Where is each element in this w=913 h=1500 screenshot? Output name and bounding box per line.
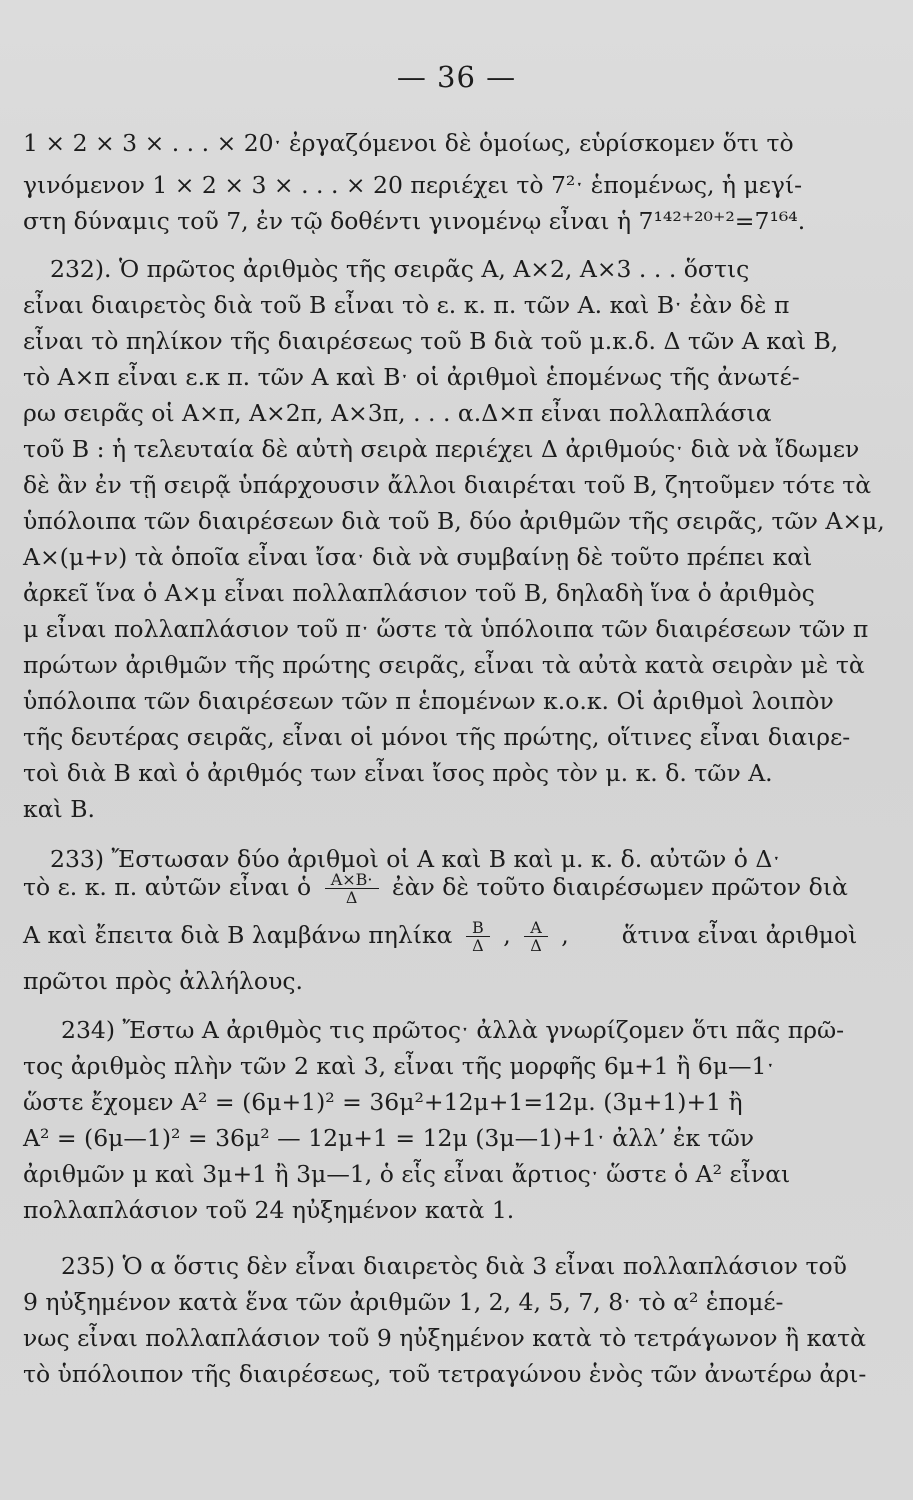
text-line: Α² = (6μ—1)² = 36μ² — 12μ+1 = 12μ (3μ—1)+1ˑ ἀλλʼ ἐκ τῶν xyxy=(23,1124,755,1152)
quotient-fraction-a-numerator: Α xyxy=(524,919,548,937)
text-line: μ εἶναι πολλαπλάσιον τοῦ πˑ ὥστε τὰ ὑπόλοιπα τῶν διαιρέσεων τῶν π xyxy=(23,615,869,643)
eq-text-before: τὸ ε. κ. π. αὐτῶν εἶναι ὁ xyxy=(23,873,312,901)
quotient-fraction-a-denominator: Δ xyxy=(530,936,542,955)
text-line: εἶναι διαιρετὸς διὰ τοῦ Β εἶναι τὸ ε. κ. π. τῶν Α. καὶ Βˑ ἐὰν δὲ π xyxy=(23,291,790,319)
text-line: τος ἀριθμὸς πλὴν τῶν 2 καὶ 3, εἶναι τῆς μορφῆς 6μ+1 ἢ 6μ—1ˑ xyxy=(23,1052,775,1080)
lcm-fraction-denominator: Δ xyxy=(345,888,358,907)
quotient-separator-2: , xyxy=(561,921,569,949)
fraction-line-quotients xyxy=(23,910,857,960)
text-line: ὥστε ἔχομεν Α² = (6μ+1)² = 36μ²+12μ+1=12μ. (3μ+1)+1 ἢ xyxy=(23,1088,743,1116)
text-line: ὑπόλοιπα τῶν διαιρέσεων διὰ τοῦ Β, δύο ἀριθμῶν τῆς σειρᾶς, τῶν Α×μ, xyxy=(23,507,885,535)
text-line: πρώτων ἀριθμῶν τῆς πρώτης σειρᾶς, εἶναι τὰ αὐτὰ κατὰ σειρὰν μὲ τὰ xyxy=(23,651,865,679)
text-line: τοὶ διὰ Β καὶ ὁ ἀριθμός των εἶναι ἴσος πρὸς τὸν μ. κ. δ. τῶν Α. xyxy=(23,759,773,787)
paragraph-232-start: 232). Ὁ πρῶτος ἀριθμὸς τῆς σειρᾶς Α, Α×2, Α×3 . . . ὅστις xyxy=(50,255,750,283)
text-line: νως εἶναι πολλαπλάσιον τοῦ 9 ηὐξημένον κατὰ τὸ τετράγωνον ἢ κατὰ xyxy=(23,1324,867,1352)
paragraph-235-start: 235) Ὁ α ὅστις δὲν εἶναι διαιρετὸς διὰ 3 εἶναι πολλαπλάσιον τοῦ xyxy=(61,1252,847,1280)
text-line: γινόμενον 1 × 2 × 3 × . . . × 20 περιέχει τὸ 7²ˑ ἑπομένως, ἡ μεγί- xyxy=(23,171,803,199)
text-line: στη δύναμις τοῦ 7, ἐν τῷ δοθέντι γινομένῳ εἶναι ἡ 7¹⁴²⁺²⁰⁺²=7¹⁶⁴. xyxy=(23,207,806,235)
quotient-separator: , xyxy=(503,921,511,949)
quotient-text-after: ἅτινα εἶναι ἀριθμοὶ xyxy=(621,921,858,949)
text-line: 9 ηὐξημένον κατὰ ἕνα τῶν ἀριθμῶν 1, 2, 4, 5, 7, 8ˑ τὸ α² ἑπομέ- xyxy=(23,1288,784,1316)
quotient-fraction-b-numerator: Β xyxy=(466,919,490,937)
text-line: πολλαπλάσιον τοῦ 24 ηὐξημένον κατὰ 1. xyxy=(23,1196,515,1224)
text-line: ἀρκεῖ ἵνα ὁ Α×μ εἶναι πολλαπλάσιον τοῦ Β, δηλαδὴ ἵνα ὁ ἀριθμὸς xyxy=(23,579,815,607)
quotient-fraction-b-denominator: Δ xyxy=(472,936,484,955)
quotient-text-before: Α καὶ ἔπειτα διὰ Β λαμβάνω πηλίκα xyxy=(23,921,453,949)
text-line: ρω σειρᾶς οἱ Α×π, Α×2π, Α×3π, . . . α.Δ×π εἶναι πολλαπλάσια xyxy=(23,399,772,427)
lcm-fraction-numerator: Α×Β xyxy=(330,870,368,889)
text-line: Α×(μ+ν) τὰ ὁποῖα εἶναι ἴσαˑ διὰ νὰ συμβαίνῃ δὲ τοῦτο πρέπει καὶ xyxy=(23,543,813,571)
text-line: τοῦ Β : ἡ τελευταία δὲ αὐτὴ σειρὰ περιέχει Δ ἀριθμούςˑ διὰ νὰ ἴδωμεν xyxy=(23,435,860,463)
eq-text-after: ἐὰν δὲ τοῦτο διαιρέσωμεν πρῶτον διὰ xyxy=(391,873,848,901)
paragraph-233-start: 233) Ἔστωσαν δύο ἀριθμοὶ οἱ Α καὶ Β καὶ μ. κ. δ. αὐτῶν ὁ Δˑ xyxy=(50,845,781,873)
text-line: δὲ ἂν ἐν τῇ σειρᾷ ὑπάρχουσιν ἄλλοι διαιρέται τοῦ Β, ζητοῦμεν τότε τὰ xyxy=(23,471,872,499)
text-line: εἶναι τὸ πηλίκον τῆς διαιρέσεως τοῦ Β διὰ τοῦ μ.κ.δ. Δ τῶν Α καὶ Β, xyxy=(23,327,839,355)
lcm-fraction-dot: · xyxy=(367,870,373,889)
text-line: 1 × 2 × 3 × . . . × 20ˑ ἐργαζόμενοι δὲ ὁμοίως, εὑρίσκομεν ὅτι τὸ xyxy=(23,129,794,157)
quotient-fraction-a xyxy=(524,919,548,954)
text-line: τὸ ὑπόλοιπον τῆς διαιρέσεως, τοῦ τετραγώνου ἑνὸς τῶν ἀνωτέρω ἀρι- xyxy=(23,1360,867,1388)
text-line: καὶ Β. xyxy=(23,795,95,823)
text-line: τὸ Α×π εἶναι ε.κ π. τῶν Α καὶ Βˑ οἱ ἀριθμοὶ ἑπομένως τῆς ἀνωτέ- xyxy=(23,363,800,391)
quotient-fraction-b xyxy=(466,919,490,954)
lcm-fraction xyxy=(325,871,379,906)
text-line: τῆς δευτέρας σειρᾶς, εἶναι οἱ μόνοι τῆς πρώτης, οἵτινες εἶναι διαιρε- xyxy=(23,723,851,751)
paragraph-234-start: 234) Ἔστω Α ἀριθμὸς τις πρῶτοςˑ ἀλλὰ γνωρίζομεν ὅτι πᾶς πρῶ- xyxy=(61,1016,845,1044)
text-line: ἀριθμῶν μ καὶ 3μ+1 ἢ 3μ—1, ὁ εἷς εἶναι ἄρτιοςˑ ὥστε ὁ Α² εἶναι xyxy=(23,1160,791,1188)
text-line: πρῶτοι πρὸς ἀλλήλους. xyxy=(23,967,303,995)
text-line: ὑπόλοιπα τῶν διαιρέσεων τῶν π ἑπομένων κ.ο.κ. Οἱ ἀριθμοὶ λοιπὸν xyxy=(23,687,834,715)
page-number: — 36 — xyxy=(396,60,517,94)
fraction-line-lcm xyxy=(23,862,848,912)
